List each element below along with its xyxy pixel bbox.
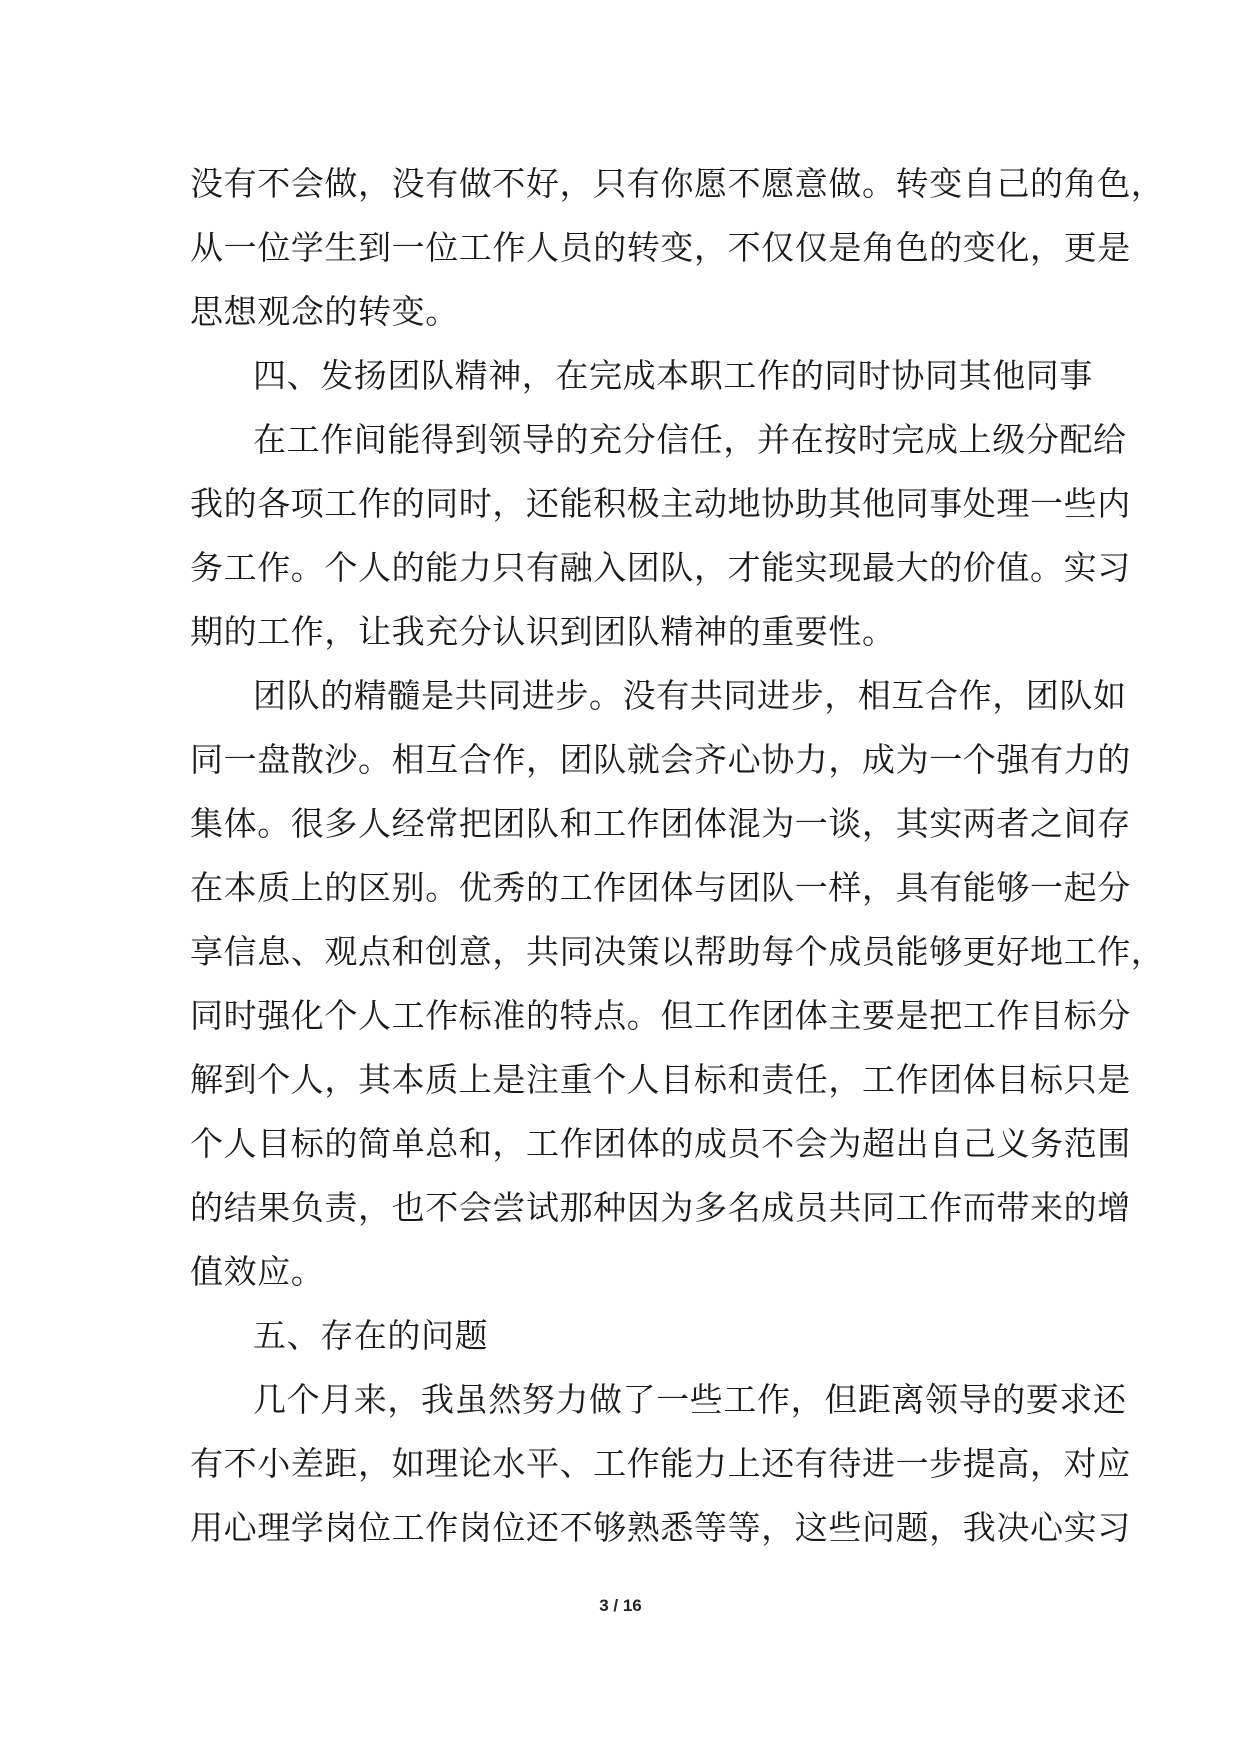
text-line: 同一盘散沙。相互合作，团队就会齐心协力，成为一个强有力的: [190, 740, 1131, 779]
text-line: 解到个人，其本质上是注重个人目标和责任，工作团体目标只是: [190, 1060, 1131, 1099]
text-line: 在工作间能得到领导的充分信任，并在按时完成上级分配给: [253, 420, 1127, 459]
text-line: 值效应。: [190, 1252, 325, 1291]
section-heading: 四、发扬团队精神，在完成本职工作的同时协同其他同事: [253, 356, 1093, 395]
text-line: 用心理学岗位工作岗位还不够熟悉等等，这些问题，我决心实习: [190, 1508, 1131, 1547]
text-line: 有不小差距，如理论水平、工作能力上还有待进一步提高，对应: [190, 1444, 1131, 1483]
section-heading: 五、存在的问题: [253, 1316, 489, 1355]
text-line: 从一位学生到一位工作人员的转变，不仅仅是角色的变化，更是: [190, 228, 1131, 267]
text-line: 集体。很多人经常把团队和工作团体混为一谈，其实两者之间存: [190, 804, 1131, 843]
text-line: 没有不会做，没有做不好，只有你愿不愿意做。转变自己的角色，: [190, 164, 1165, 203]
text-line: 期的工作，让我充分认识到团队精神的重要性。: [190, 612, 896, 651]
text-line: 思想观念的转变。: [190, 292, 459, 331]
text-line: 享信息、观点和创意，共同决策以帮助每个成员能够更好地工作，: [190, 932, 1165, 971]
text-line: 个人目标的简单总和，工作团体的成员不会为超出自己义务范围: [190, 1124, 1131, 1163]
document-body: [190, 152, 1165, 1560]
text-line: 在本质上的区别。优秀的工作团体与团队一样，具有能够一起分: [190, 868, 1131, 907]
text-line: 团队的精髓是共同进步。没有共同进步，相互合作，团队如: [253, 676, 1127, 715]
text-line: 的结果负责，也不会尝试那种因为多名成员共同工作而带来的增: [190, 1188, 1131, 1227]
text-line: 几个月来，我虽然努力做了一些工作，但距离领导的要求还: [253, 1380, 1127, 1419]
text-line: 务工作。个人的能力只有融入团队，才能实现最大的价值。实习: [190, 548, 1131, 587]
text-line: 我的各项工作的同时，还能积极主动地协助其他同事处理一些内: [190, 484, 1131, 523]
text-line: 同时强化个人工作标准的特点。但工作团体主要是把工作目标分: [190, 996, 1131, 1035]
page-number: 3 / 16: [599, 1596, 642, 1615]
